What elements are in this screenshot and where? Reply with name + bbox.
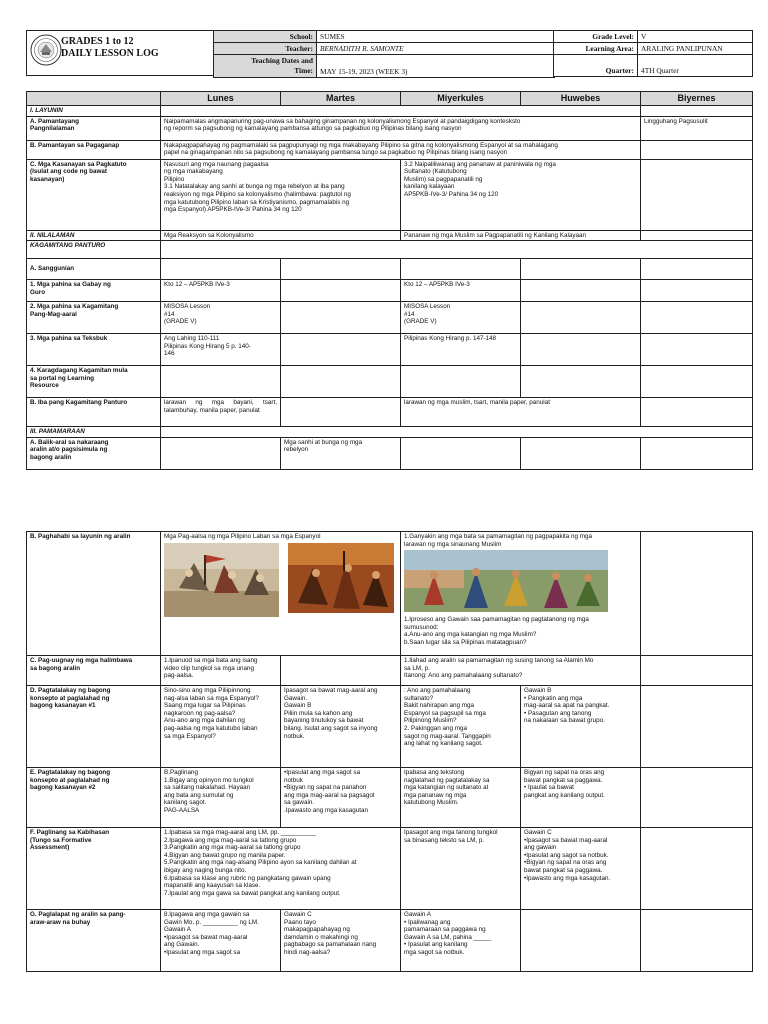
cell-pagtatalakay1-wednesday: : Ano ang pamahalaang sultanato? Bakit nahirapan ang mga Espanyol sa pagsupil sa mga Pilipinong Muslim? 2. Pakinggan ang mga sagot ng mag-aaral. Tanggapin ang lahat ng kanilang sagot. [401,686,521,768]
row-label-kasanayan: C. Mga Kasanayan sa Pagkatuto (Isulat ang code ng bawat kasanayan) [27,159,161,230]
row-label-pamantayan-pagaganap: B. Pamantayan sa Pagaganap [27,140,161,159]
cell-kasanayan-monday: Nasusuri ang mga naunang pagaalsa ng mga makabayang Pilipino 3.1 Natatalakay ang sanhi at bunga ng mga rebelyon at iba pang reaksiyon ng mga Pilipino sa kolonyalismo (halimbawa: pagtutol ng mga katutubong Pilipino laban sa Kristiyanismo, pagmamalabis ng mga Espanyol) AP5PKB-IVe-3/ Pahina 34 ng 120 [161,159,401,230]
cell-teksbuk-wednesday: Pilipinas Kong Hirang p. 147-148 [401,334,521,366]
school-label: School: [214,31,317,43]
paghahabi-wednesday-top: 1.Ganyakin ang mga bata sa pamamagitan ng pagpapakita ng mga larawan ng mga sinaunang Muslim [404,533,592,548]
school-value: SUMES [317,31,555,43]
section-kagamitang-panturo: KAGAMITANG PANTURO [27,241,161,259]
cell-gabay-wednesday: Kto 12 – AP5PKB IVe-3 [401,280,521,302]
deped-seal-logo [30,34,62,66]
cell-paglalapat-monday: 8.Ipagawa ang mga gawain sa Gawin Mo, p. __________ ng LM. Gawain A •Ipasagot sa bawat mag-aaral ang Gawain. •Ipasulat ang mga sagot sa [161,910,281,972]
cell-paglinang-monday: 1.Ipabasa sa mga mag-aaral ang LM, pp. __________ 2.Ipagawa ang mga mag-aaral sa tatlong grupo 3.Pangkatin ang mga mag-aaral sa tatlong grupo 4.Bigyan ang bawat grupo ng manila paper. 5.Pangkatin ang mga nag-alsang Pilipino ayon sa kanilang dahilan at ibigay ang naging bunga nito. 6.Ipabasa sa klase ang rubric ng pangkatang gawain upang mapanatili ang kaayusan sa klase. 7.Ipaulat ang mga gawa sa bawat pangkat ang kanilang output. [161,828,401,910]
cell-pagtatalakay1-monday: Sino-sino ang mga Piliipinnong nag-alsa laban sa mga Espanyol? Saang mga lugar sa Pilipinas nagkaroon ng pag-aalsa? Anu-ano ang mga dahilan ng pag-aalsa ng mga katutubo laban sa mga Espanyol? [161,686,281,768]
cell-paghahabi-wednesday [401,532,641,656]
cell-kasanayan-wednesday: 3.2 Naipaliliwanag ang pananaw at paniniwala ng mga Sultanato (Katutubong Muslim) sa pagpapanatili ng kanilang kalayaan AP5PKB-IVe-3/ Pahina 34 ng 120 [401,159,641,230]
paghahabi-wednesday-bottom: 1.Iproseso ang Gawain saa pamamagitan ng pagtatanong ng mga sumusunod: a.Anu-ano ang mga katangian ng mga Muslim? b.Saan lugar sila sa Pilipinas matatagpuan? [404,616,589,646]
dates-label: Teaching Dates and Time: [214,55,317,78]
cell-nilalaman-wednesday: Pananaw ng mga Muslim sa Pagpapanatili ng Kanilang Kalayaan [401,230,641,241]
muslim-people-image [404,550,608,612]
cell-friday-lingguhang: Lingguhang Pagsusulit [641,116,753,140]
cell-pagtatalakay2-thursday: Bigyan ng sapat na oras ang bawat pangkat sa paggawa. • Ipaulat sa bawat pangkat ang kanilang output. [521,768,641,828]
row-label-pag-uugnay: C. Pag-uugnay ng mga halimbawa sa bagong aralin [27,656,161,686]
row-label-pagtatalakay-1: D. Pagtatalakay ng bagong konsepto at paglalahad ng bagong kasanayan #1 [27,686,161,768]
row-label-kagamitang-mag-aaral: 2. Mga pahina sa Kagamitang Pang-Mag-aaral [27,302,161,334]
dates-value-text: MAY 15-19, 2023 (WEEK 3) [320,67,408,76]
cell-pamantayang-pangnilalaman: Naipamamalas angmapanuring pag-unawa sa bahaging ginampanan ng kolonyalismong Espanyol at pandaigdigang kontesksto ng reporm sa pagsubong ng kamalayang pambansa attungo sa pagkabuo ng Pilipinas bilang isang nasyon [161,116,641,140]
cell-paglinang-thursday: Gawain C •Ipasagot sa bawat mag-aaral ang gawain •Ipasulat ang sagot sa notbuk. •Bigyan ng sapat na oras ang bawat pangkat sa paggawa. •Ipawasto ang mga kasagutan. [521,828,641,910]
header-left [26,30,214,76]
row-label-pamantayang-pangnilalaman: A. Pamantayang Pangnilalaman [27,116,161,140]
area-value: ARALING PANLIPUNAN [638,43,753,55]
cell-pagtatalakay2-tuesday: •Ipasulat ang mga sagot sa notbuk •Bigyan ng sapat na panahon ang mga mag-aaral sa pagsagot sa gawain. .Ipawasto ang mga kasagutan [281,768,401,828]
cell-paglalapat-tuesday: Gawain C Paano tayo makapagpapahayag ng damdamin o makahingi ng pagbabago sa pamahalaan nang hindi nag-aalsa? [281,910,401,972]
row-label-learning-resource: 4. Karagdagang Kagamitan mula sa portal ng Learning Resource [27,366,161,398]
cell-paglalapat-wednesday: Gawain A • Ipaliwanag ang pamamaraan sa paggawa ng Gawain A sa LM, pahina _____ • Ipasulat ang kanilang mga sagot sa notbuk. [401,910,521,972]
cell-teksbuk-monday: Ang Lahing 110-111 Pilipinas Kong Hirang 5 p. 140- 146 [161,334,281,366]
quarter-label: Quarter: [554,55,638,77]
row-label-teksbuk: 3. Mga pahina sa Teksbuk [27,334,161,366]
cell-pagtatalakay1-tuesday: Ipasagot sa bawat mag-aaral ang Gawain. Gawain B Piliin mula sa kahon ang bayaning tinutukoy sa bawat bilang. Isulat ang sagot sa inyong notbuk. [281,686,401,768]
cell-paglinang-wednesday: Ipasagot ang mga tanong tungkol sa binasang teksto sa LM, p. [401,828,521,910]
dates-value [317,55,555,78]
lesson-table-1 [26,91,753,470]
row-label-paghahabi: B. Paghahabi sa layunin ng aralin [27,532,161,656]
paghahabi-monday-text: Mga Pag-aalsa ng mga Pilipino Laban sa mga Espanyol [164,533,321,540]
area-label: Learning Area: [554,43,638,55]
cell-pag-uugnay-wednesday: 1.Ilahad ang aralin sa pamamagitan ng susing tanong sa Alamin Mo sa LM, p. Itanong: Ano ang pamahalaang sultanato? [401,656,641,686]
cell-paghahabi-monday [161,532,401,656]
row-label-paglinang-kabihasan: F. Paglinang sa Kabihasan (Tungo sa Formative Assessment) [27,828,161,910]
section-pamamaraan: III. PAMAMARAAN [27,427,161,438]
grade-label: Grade Level: [554,31,638,43]
revolt-painting-image-1 [164,543,279,617]
day-header-thursday: Huwebes [521,92,641,106]
grade-value: V [638,31,753,43]
corner-cell [27,92,161,106]
day-header-tuesday: Martes [281,92,401,106]
row-label-paglalapat: G. Paglalapat ng aralin sa pang- araw-araw na buhay [27,910,161,972]
cell-pamantayan-pagaganap: Nakapagpapahayag ng pagmamalaki sa pagpupunyagi ng mga makabayang Pilipino sa gitna ng kolonyalismong Espanyol at sa mahalagang papel na ginagampanan nito sa pagsubong ng kamalayang pambansa tungo sa pagkabuo ng Pilipinas bilang isang nasyon [161,140,641,159]
revolt-painting-image-2 [288,543,394,613]
section-nilalaman: II. NILALAMAN [27,230,161,241]
row-label-iba-pang-kagamitan: B. Iba pang Kagamitang Panturo [27,398,161,427]
form-title-line1: GRADES 1 to 12 [61,36,134,47]
row-label-gabay-guro: 1. Mga pahina sa Gabay ng Guro [27,280,161,302]
quarter-value [638,55,753,77]
header-info-table [213,30,555,78]
day-header-wednesday: Miyerkules [401,92,521,106]
section-layunin: I. LAYUNIN [27,106,161,117]
cell-pag-uugnay-monday: 1.Ipanuod sa mga bata ang isang video clip tungkol sa mga unang pag-aalsa. [161,656,281,686]
cell-pagtatalakay2-monday: B.Paglinang 1.Bigay ang opinyon mo tungkol sa salitang nakalahad. Hayaan ang bata ang sumulat ng kanilang sagot. PAG-AALSA [161,768,281,828]
lesson-table-2 [26,531,753,972]
cell-pagtatalakay1-thursday: Gawain B • Pangkatin ang mga mag-aaral sa apat na pangkat. • Pasagutan ang tanong na nakalaan sa bawat grupo. [521,686,641,768]
day-header-monday: Lunes [161,92,281,106]
cell-pagtatalakay2-wednesday: Ipabasa ang tekstong naglalahad ng pagtatalakay sa mga katangian ng sultanato at mga pananaw ng mga katutubong Muslim. [401,768,521,828]
row-label-sanggunian: A. Sanggunian [27,259,161,280]
row-label-pagtatalakay-2: E. Pagtatalakay ng bagong konsepto at paglalahad ng bagong kasanayan #2 [27,768,161,828]
cell-iba-monday: larawan ng mga bayani, tsart, talambuhay, manila paper, panulat [161,398,281,427]
header-grade-table [553,30,753,77]
row-label-balik-aral: A. Balik-aral sa nakaraang aralin at/o pagsisimula ng bagong aralin [27,437,161,469]
day-header-friday: Biyernes [641,92,753,106]
cell-kagamitan-wednesday: MISOSA Lesson #14 (GRADE V) [401,302,521,334]
cell-balik-aral-tuesday: Mga sanhi at bunga ng mga rebelyon [281,437,401,469]
cell-iba-wednesday: larawan ng mga muslim, tsart, manila paper, panulat [401,398,641,427]
cell-kagamitan-monday: MISOSA Lesson #14 (GRADE V) [161,302,281,334]
teacher-value: BERNADITH R. SAMONTE [317,43,555,55]
quarter-value-text: 4TH Quarter [641,66,679,75]
cell-nilalaman-monday: Mga Reaksyon sa Kolonyalismo [161,230,401,241]
teacher-label: Teacher: [214,43,317,55]
form-title-line2: DAILY LESSON LOG [61,48,159,59]
cell-gabay-monday: Kto 12 – AP5PKB IVe-3 [161,280,281,302]
